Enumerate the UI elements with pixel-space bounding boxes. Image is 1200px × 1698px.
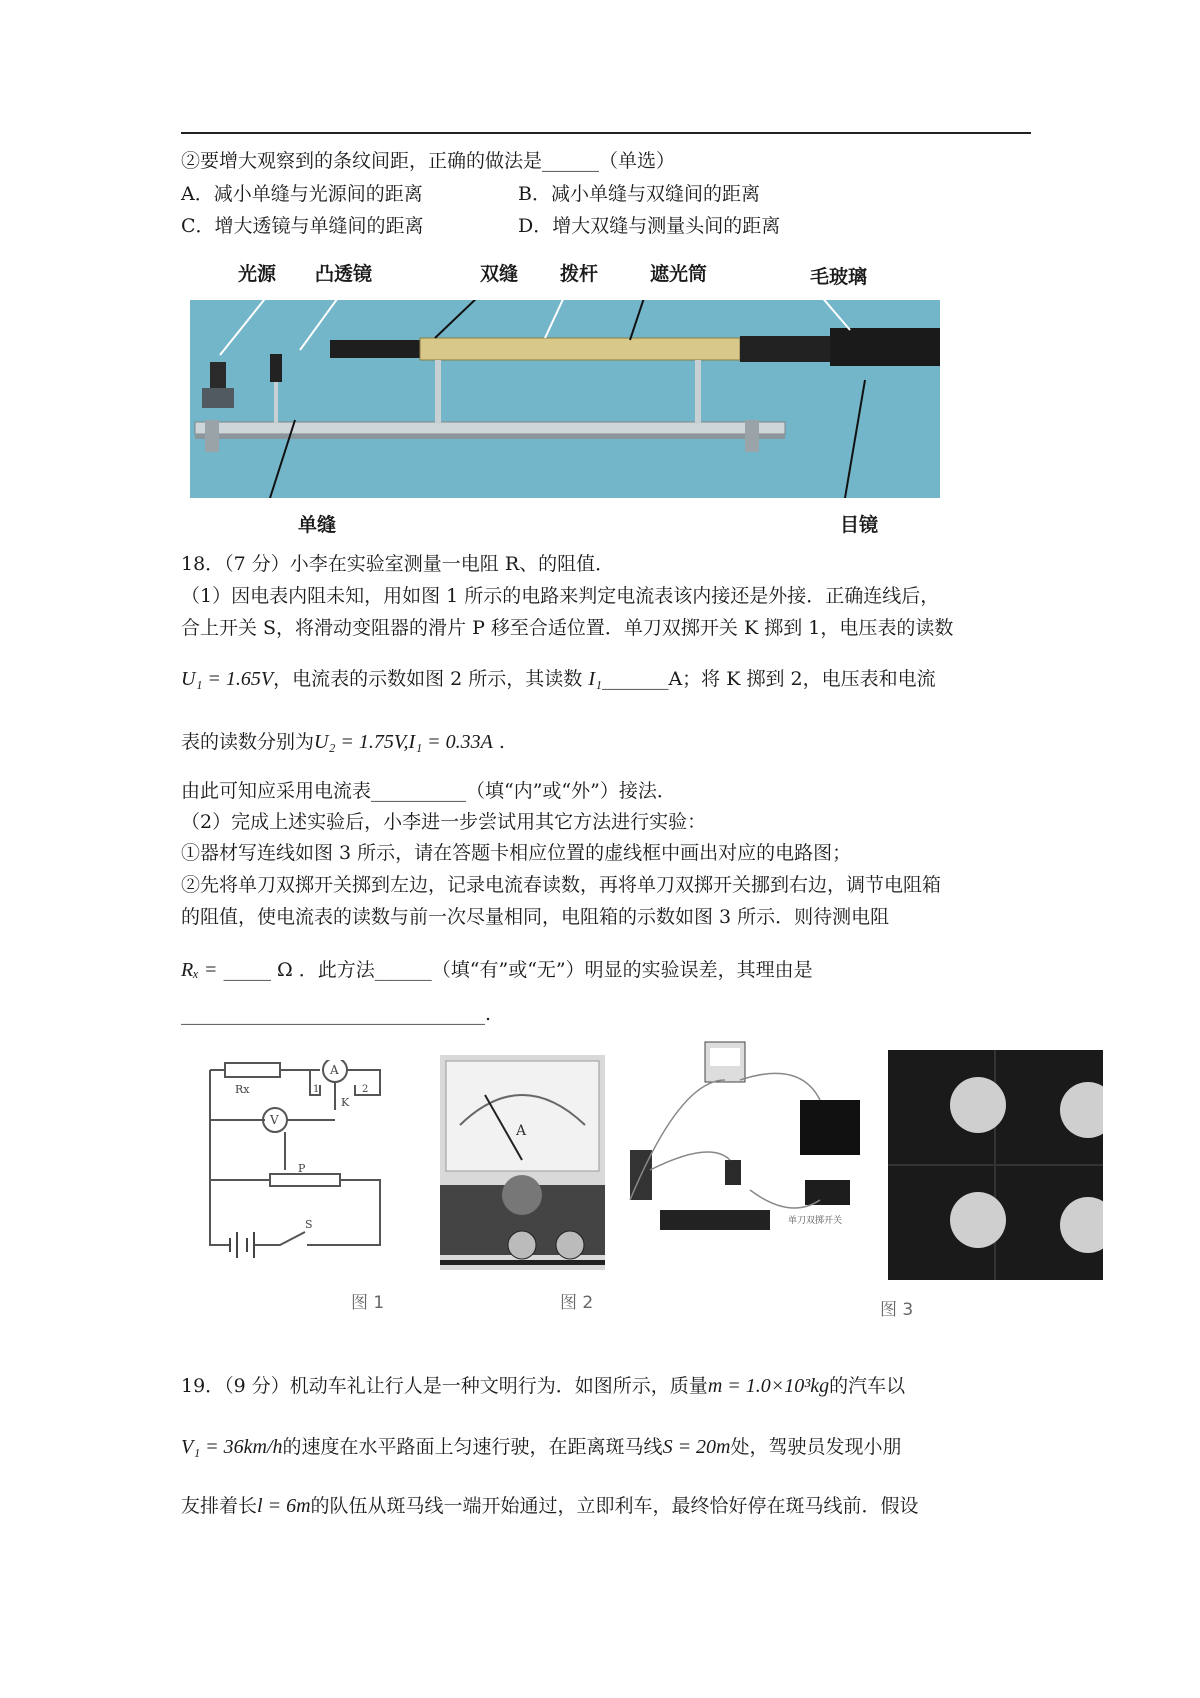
q18-p1a: （1）因电表内阻未知，用如图 1 所示的电路来判定电流表该内接还是外接．正确连线后，	[181, 585, 940, 607]
apparatus-drawing	[190, 300, 940, 498]
q18-p2: （2）完成上述实验后，小李进一步尝试用其它方法进行实验：	[181, 811, 707, 833]
top-rule	[181, 132, 1031, 134]
label-light-source: 光源	[238, 263, 277, 285]
formula-s: S = 20m	[662, 1436, 731, 1458]
figure3-apparatus	[620, 1040, 870, 1280]
formula-mass: m = 1.0×10³kg	[707, 1375, 830, 1397]
figure2-caption: 图 2	[560, 1293, 594, 1313]
q18-p1f: 由此可知应采用电流表__________（填“内”或“外”）接法．	[181, 780, 676, 802]
circ-1-label: 1	[313, 1084, 320, 1095]
q18-title: 18．（7 分）小李在实验室测量一电阻 R、的阻值．	[181, 553, 615, 575]
q17-option-a: A．减小单缝与光源间的距离	[181, 183, 423, 205]
q18-p2b1: ②先将单刀双掷开关掷到左边，记录电流春读数，再将单刀双掷开关挪到右边，调节电阻箱	[181, 874, 942, 896]
formula-v1: V₁ = 36km/h	[181, 1436, 283, 1458]
figure3-caption: 图 3	[880, 1300, 914, 1320]
label-ground-glass: 毛玻璃	[810, 266, 868, 288]
circ-a-label: A	[330, 1063, 339, 1077]
label-shade-tube: 遮光筒	[650, 263, 708, 285]
double-slit-apparatus-photo	[190, 300, 940, 498]
q18-p2d[interactable]: ________________________________.	[181, 1003, 492, 1025]
circ-k-label: K	[341, 1096, 350, 1109]
figure3-resistance-box	[888, 1050, 1103, 1280]
formula-rx: Rₓ =	[181, 959, 218, 981]
circ-v-label: V	[270, 1113, 279, 1127]
q17-sub2: ②要增大观察到的条纹间距，正确的做法是______（单选）	[181, 150, 676, 172]
circ-rx-label: Rx	[235, 1083, 250, 1096]
q19-line1: 19．（9 分）机动车礼让行人是一种文明行为．如图所示，质量m = 1.0×10³kg的汽车以	[181, 1375, 906, 1397]
circ-p-label: P	[298, 1162, 306, 1175]
q17-option-b: B．减小单缝与双缝间的距离	[518, 183, 760, 205]
label-lever: 拨杆	[560, 263, 599, 285]
q17-option-d: D．增大双缝与测量头间的距离	[518, 215, 781, 237]
rx-answer-blank[interactable]: _____ Ω ．此方法______（填“有”或“无”）明显的实验误差，其理由是	[223, 959, 813, 981]
circ-s-label: S	[305, 1218, 313, 1231]
q18-line-rx	[181, 958, 813, 982]
figure1-caption: 图 1	[351, 1293, 385, 1313]
circ-2-label: 2	[362, 1084, 369, 1095]
i1-answer-blank[interactable]: _______A；将 K 掷到 2，电压表和电流	[601, 668, 936, 690]
label-single-slit: 单缝	[298, 514, 337, 536]
switch-caption: 单刀双掷开关	[788, 1216, 843, 1226]
q19-line3: 友排着长l = 6m的队伍从斑马线一端开始通过，立即利车，最终恰好停在斑马线前．假设	[181, 1495, 919, 1517]
formula-u2-i1: U₂ = 1.75V,I₁ = 0.33A	[314, 731, 493, 753]
rheostat	[270, 1174, 340, 1186]
figure1-circuit	[195, 1060, 420, 1265]
q17-option-c: C．增大透镜与单缝间的距离	[181, 215, 424, 237]
figure2-ammeter	[440, 1055, 605, 1275]
q18-line-u1: U₁ = 1.65V，电流表的示数如图 2 所示，其读数 I₁_______A；将 K 掷到 2，电压表和电流	[181, 668, 936, 690]
ammeter-a-mark: A	[516, 1123, 527, 1139]
formula-i1: I₁	[588, 668, 602, 690]
label-eyepiece: 目镜	[840, 514, 879, 536]
formula-u1: U₁ = 1.65V	[181, 668, 274, 690]
q19-line2: V₁ = 36km/h的速度在水平路面上匀速行驶，在距离斑马线S = 20m处，驾驶员发现小朋	[181, 1436, 902, 1458]
label-convex-lens: 凸透镜	[315, 263, 373, 285]
q18-p2b2: 的阻值，使电流表的读数与前一次尽量相同，电阻箱的示数如图 3 所示．则待测电阻	[181, 906, 890, 928]
formula-l: l = 6m	[257, 1495, 311, 1517]
label-double-slit: 双缝	[480, 263, 519, 285]
q18-line-u2: 表的读数分别为U₂ = 1.75V,I₁ = 0.33A .	[181, 731, 505, 753]
q18-p2a: ①器材写连线如图 3 所示，请在答题卡相应位置的虚线框中画出对应的电路图；	[181, 842, 852, 864]
resistor-rx	[225, 1063, 280, 1077]
q18-p1b: 合上开关 S，将滑动变阻器的滑片 P 移至合适位置．单刀双掷开关 K 掷到 1，电压表的读数	[181, 617, 954, 639]
